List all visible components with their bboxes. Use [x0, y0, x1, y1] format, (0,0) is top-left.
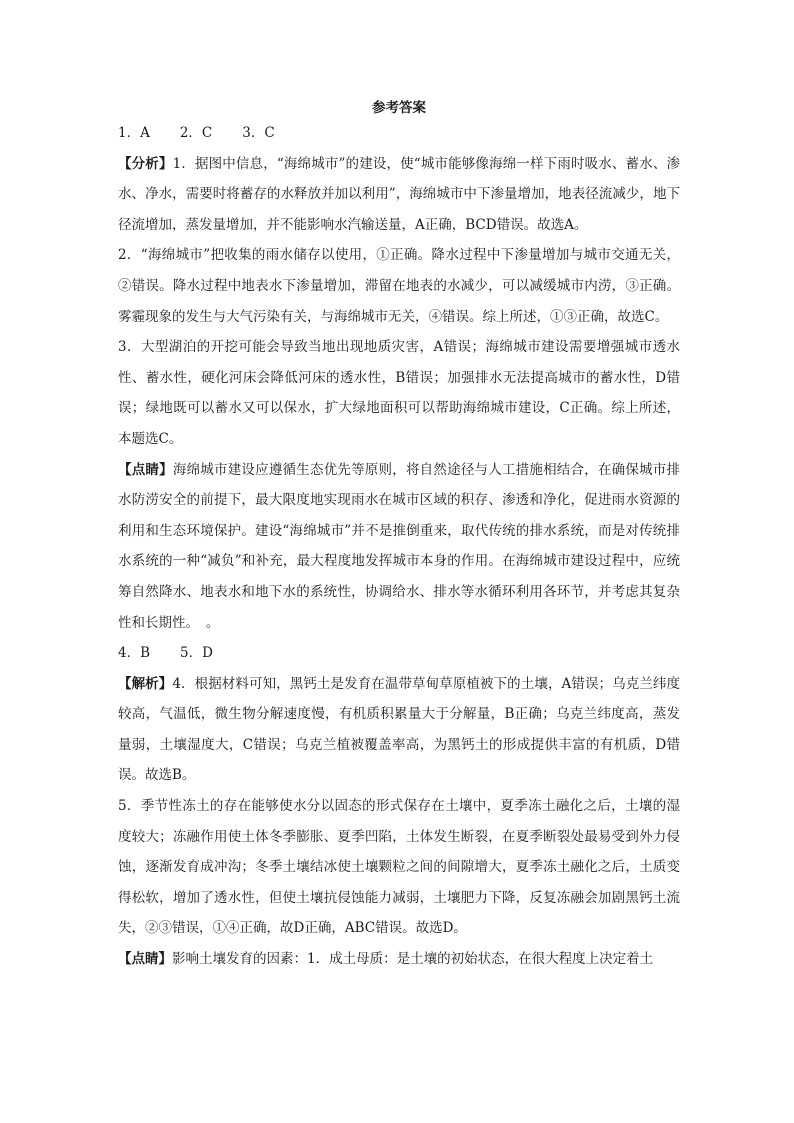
comment-paragraph-2 — [118, 944, 680, 975]
answer-line-4-5 — [118, 638, 680, 669]
question-3-explanation: 3．大型湖泊的开挖可能会导致当地出现地质灾害，A错误；海绵城市建设需要增强城市透水性、蓄水性，硬化河床会降低河床的透水性，B错误；加强排水无法提高城市的蓄水性，D错误；绿地既可以蓄水又可以保水，扩大绿地面积可以帮助海绵城市建设，C正确。综上所述，本题选C。 — [118, 339, 680, 447]
answer-4: 4．B — [118, 645, 151, 662]
analysis-label: 【分析】 — [118, 155, 173, 172]
page-title: 参考答案 — [372, 100, 426, 116]
comment-label: 【点睛】 — [118, 951, 172, 968]
question-2-explanation: 2．“海绵城市”把收集的雨水储存以使用，①正确。降水过程中下渗量增加与城市交通无关，②错误。降水过程中地表水下渗量增加，滞留在地表的水减少，可以减缓城市内涝，③正确。雾霾现象的发生与大气污染有关，与海绵城市无关，④错误。综上所述，①③正确，故选C。 — [118, 247, 680, 325]
analysis-text: 1．据图中信息，“海绵城市”的建设，使“城市能够像海绵一样下雨时吸水、蓄水、渗水、净水，需要时将蓄存的水释放并加以利用”，海绵城市中下渗量增加，地表径流减少，地下径流增加，蒸发量增加，并不能影响水汽输送量，A正确，BCD错误。故选A。 — [118, 155, 680, 233]
analysis-paragraph-2 — [118, 669, 680, 791]
analysis-paragraph-1 — [118, 149, 680, 241]
answer-5: 5．D — [180, 645, 213, 662]
question-5-explanation: 5．季节性冻土的存在能够使水分以固态的形式保存在土壤中，夏季冻土融化之后，土壤的湿度较大；冻融作用使土体冬季膨胀、夏季凹陷，土体发生断裂，在夏季断裂处最易受到外力侵蚀，逐渐发育成冲沟；冬季土壤结冰使土壤颗粒之间的间隙增大，夏季冻土融化之后，土质变得松软，增加了透水性，但使土壤抗侵蚀能力减弱，土壤肥力下降，反复冻融会加剧黑钙土流失，②③错误，①④正确，故D正确，ABC错误。故选D。 — [118, 798, 680, 937]
answer-3: 3．C — [242, 125, 275, 141]
answer-2: 2．C — [179, 125, 213, 141]
comment-paragraph-1 — [118, 455, 680, 639]
comment-label: 【点睛】 — [118, 461, 173, 478]
answer-1: 1．A — [118, 125, 150, 141]
analysis-text: 4．根据材料可知，黑钙土是发育在温带草甸草原植被下的土壤，A错误；乌克兰纬度较高，气温低，微生物分解速度慢，有机质积累量大于分解量，B正确；乌克兰纬度高，蒸发量弱，土壤湿度大，C错误；乌克兰植被覆盖率高，为黑钙土的形成提供丰富的有机质，D错误。故选B。 — [118, 675, 680, 784]
comment-text: 海绵城市建设应遵循生态优先等原则，将自然途径与人工措施相结合，在确保城市排水防涝安全的前提下，最大限度地实现雨水在城市区域的积存、渗透和净化，促进雨水资源的利用和生态环境保护。建设“海绵城市”并不是推倒重来，取代传统的排水系统，而是对传统排水系统的一种“减负”和补充，最大程度地发挥城市本身的作用。在海绵城市建设过程中，应统筹自然降水、地表水和地下水的系统性，协调给水、排水等水循环利用各环节，并考虑其复杂性和长期性。 。 — [118, 461, 681, 631]
comment-text: 影响土壤发育的因素：1．成土母质：是土壤的初始状态，在很大程度上决定着土 — [172, 951, 654, 968]
answer-line-1-3 — [118, 118, 680, 149]
answer-key-content — [118, 98, 680, 975]
analysis-label: 【解析】 — [118, 675, 173, 692]
